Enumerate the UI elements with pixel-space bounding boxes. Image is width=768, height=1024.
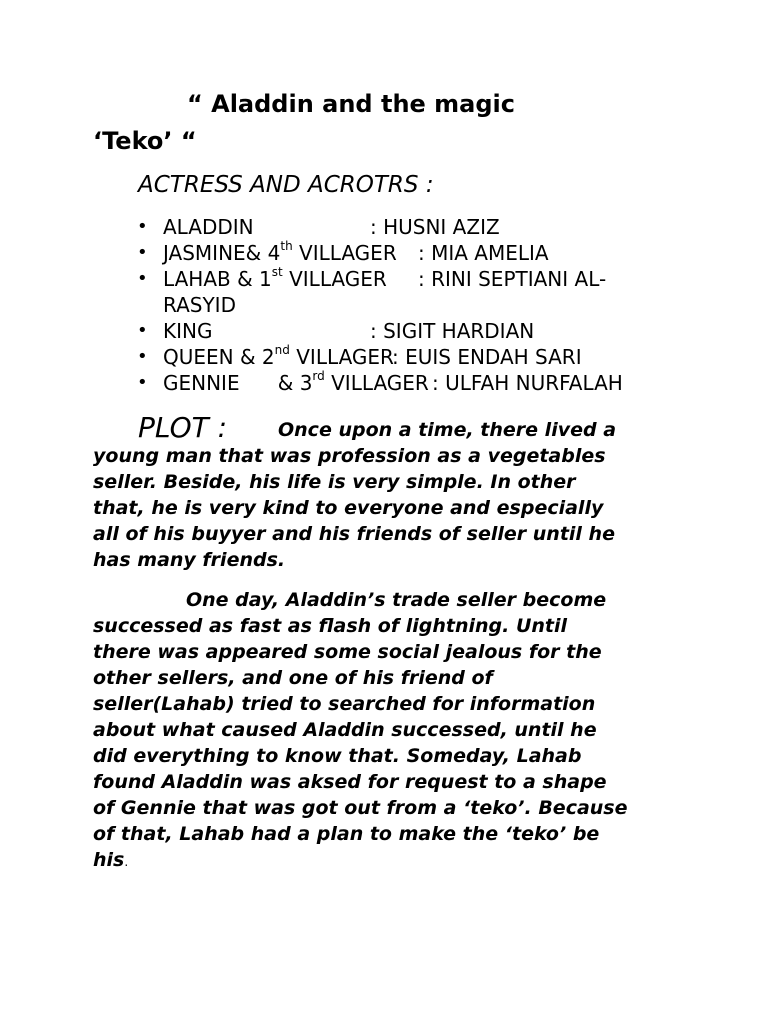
paragraph-line: has many friends. bbox=[93, 549, 286, 571]
bullet-icon: • bbox=[137, 242, 148, 263]
paragraph-end-period: . bbox=[124, 855, 129, 869]
paragraph-line: found Aladdin was aksed for request to a shape bbox=[93, 771, 607, 793]
cast-item bbox=[0, 214, 768, 240]
plot-label: PLOT : bbox=[138, 411, 228, 444]
cast-role: QUEEN & 2nd VILLAGER bbox=[163, 343, 394, 369]
plot-paragraph-2 bbox=[93, 587, 693, 873]
cast-item bbox=[0, 240, 768, 266]
paragraph-last-text: his bbox=[93, 849, 125, 871]
paragraph-line: of that, Lahab had a plan to make the ‘teko’ be bbox=[93, 823, 600, 845]
paragraph-line: One day, Aladdin’s trade seller become bbox=[186, 589, 607, 611]
paragraph-line: successed as fast as flash of lightning. Until bbox=[93, 615, 568, 637]
cast-actor: : ULFAH NURFALAH bbox=[432, 371, 623, 395]
cast-actor: : MIA AMELIA bbox=[418, 241, 549, 265]
document-title-line-2: ‘Teko’ “ bbox=[93, 127, 197, 155]
paragraph-line: seller(Lahab) tried to searched for information bbox=[93, 693, 596, 715]
cast-actor: : HUSNI AZIZ bbox=[370, 215, 500, 239]
cast-actor: : SIGIT HARDIAN bbox=[370, 319, 535, 343]
plot-paragraph-1 bbox=[93, 417, 693, 573]
cast-role: GENNIE & 3rd VILLAGER bbox=[163, 369, 429, 395]
paragraph-line: about what caused Aladdin successed, until he bbox=[93, 719, 597, 741]
paragraph-line: Once upon a time, there lived a bbox=[278, 419, 617, 441]
cast-item bbox=[0, 344, 768, 370]
cast-actor: : RINI SEPTIANI AL- bbox=[418, 267, 607, 291]
cast-item bbox=[0, 370, 768, 396]
paragraph-line: there was appeared some social jealous for the bbox=[93, 641, 602, 663]
paragraph-line-last bbox=[93, 847, 693, 873]
cast-role: LAHAB & 1st VILLAGER bbox=[163, 265, 387, 291]
cast-role: KING bbox=[163, 319, 213, 343]
bullet-icon: • bbox=[137, 216, 148, 237]
paragraph-line: seller. Beside, his life is very simple. In other bbox=[93, 471, 576, 493]
cast-actor: : EUIS ENDAH SARI bbox=[392, 345, 582, 369]
bullet-icon: • bbox=[137, 372, 148, 393]
document-title-line-1: “ Aladdin and the magic bbox=[187, 90, 515, 118]
paragraph-line: of Gennie that was got out from a ‘teko’. Because bbox=[93, 797, 628, 819]
cast-heading: ACTRESS AND ACROTRS : bbox=[138, 172, 434, 198]
paragraph-line: young man that was profession as a vegetables bbox=[93, 445, 606, 467]
cast-role: ALADDIN bbox=[163, 215, 254, 239]
paragraph-line: that, he is very kind to everyone and especially bbox=[93, 497, 604, 519]
cast-item bbox=[0, 318, 768, 344]
bullet-icon: • bbox=[137, 268, 148, 289]
cast-actor-continuation: RASYID bbox=[163, 293, 236, 317]
cast-role: JASMINE& 4th VILLAGER bbox=[163, 239, 397, 265]
paragraph-line: did everything to know that. Someday, Lahab bbox=[93, 745, 582, 767]
bullet-icon: • bbox=[137, 346, 148, 367]
bullet-icon: • bbox=[137, 320, 148, 341]
cast-list bbox=[0, 214, 768, 396]
paragraph-line: other sellers, and one of his friend of bbox=[93, 667, 493, 689]
cast-item bbox=[0, 266, 768, 318]
paragraph-line: all of his buyyer and his friends of seller until he bbox=[93, 523, 615, 545]
